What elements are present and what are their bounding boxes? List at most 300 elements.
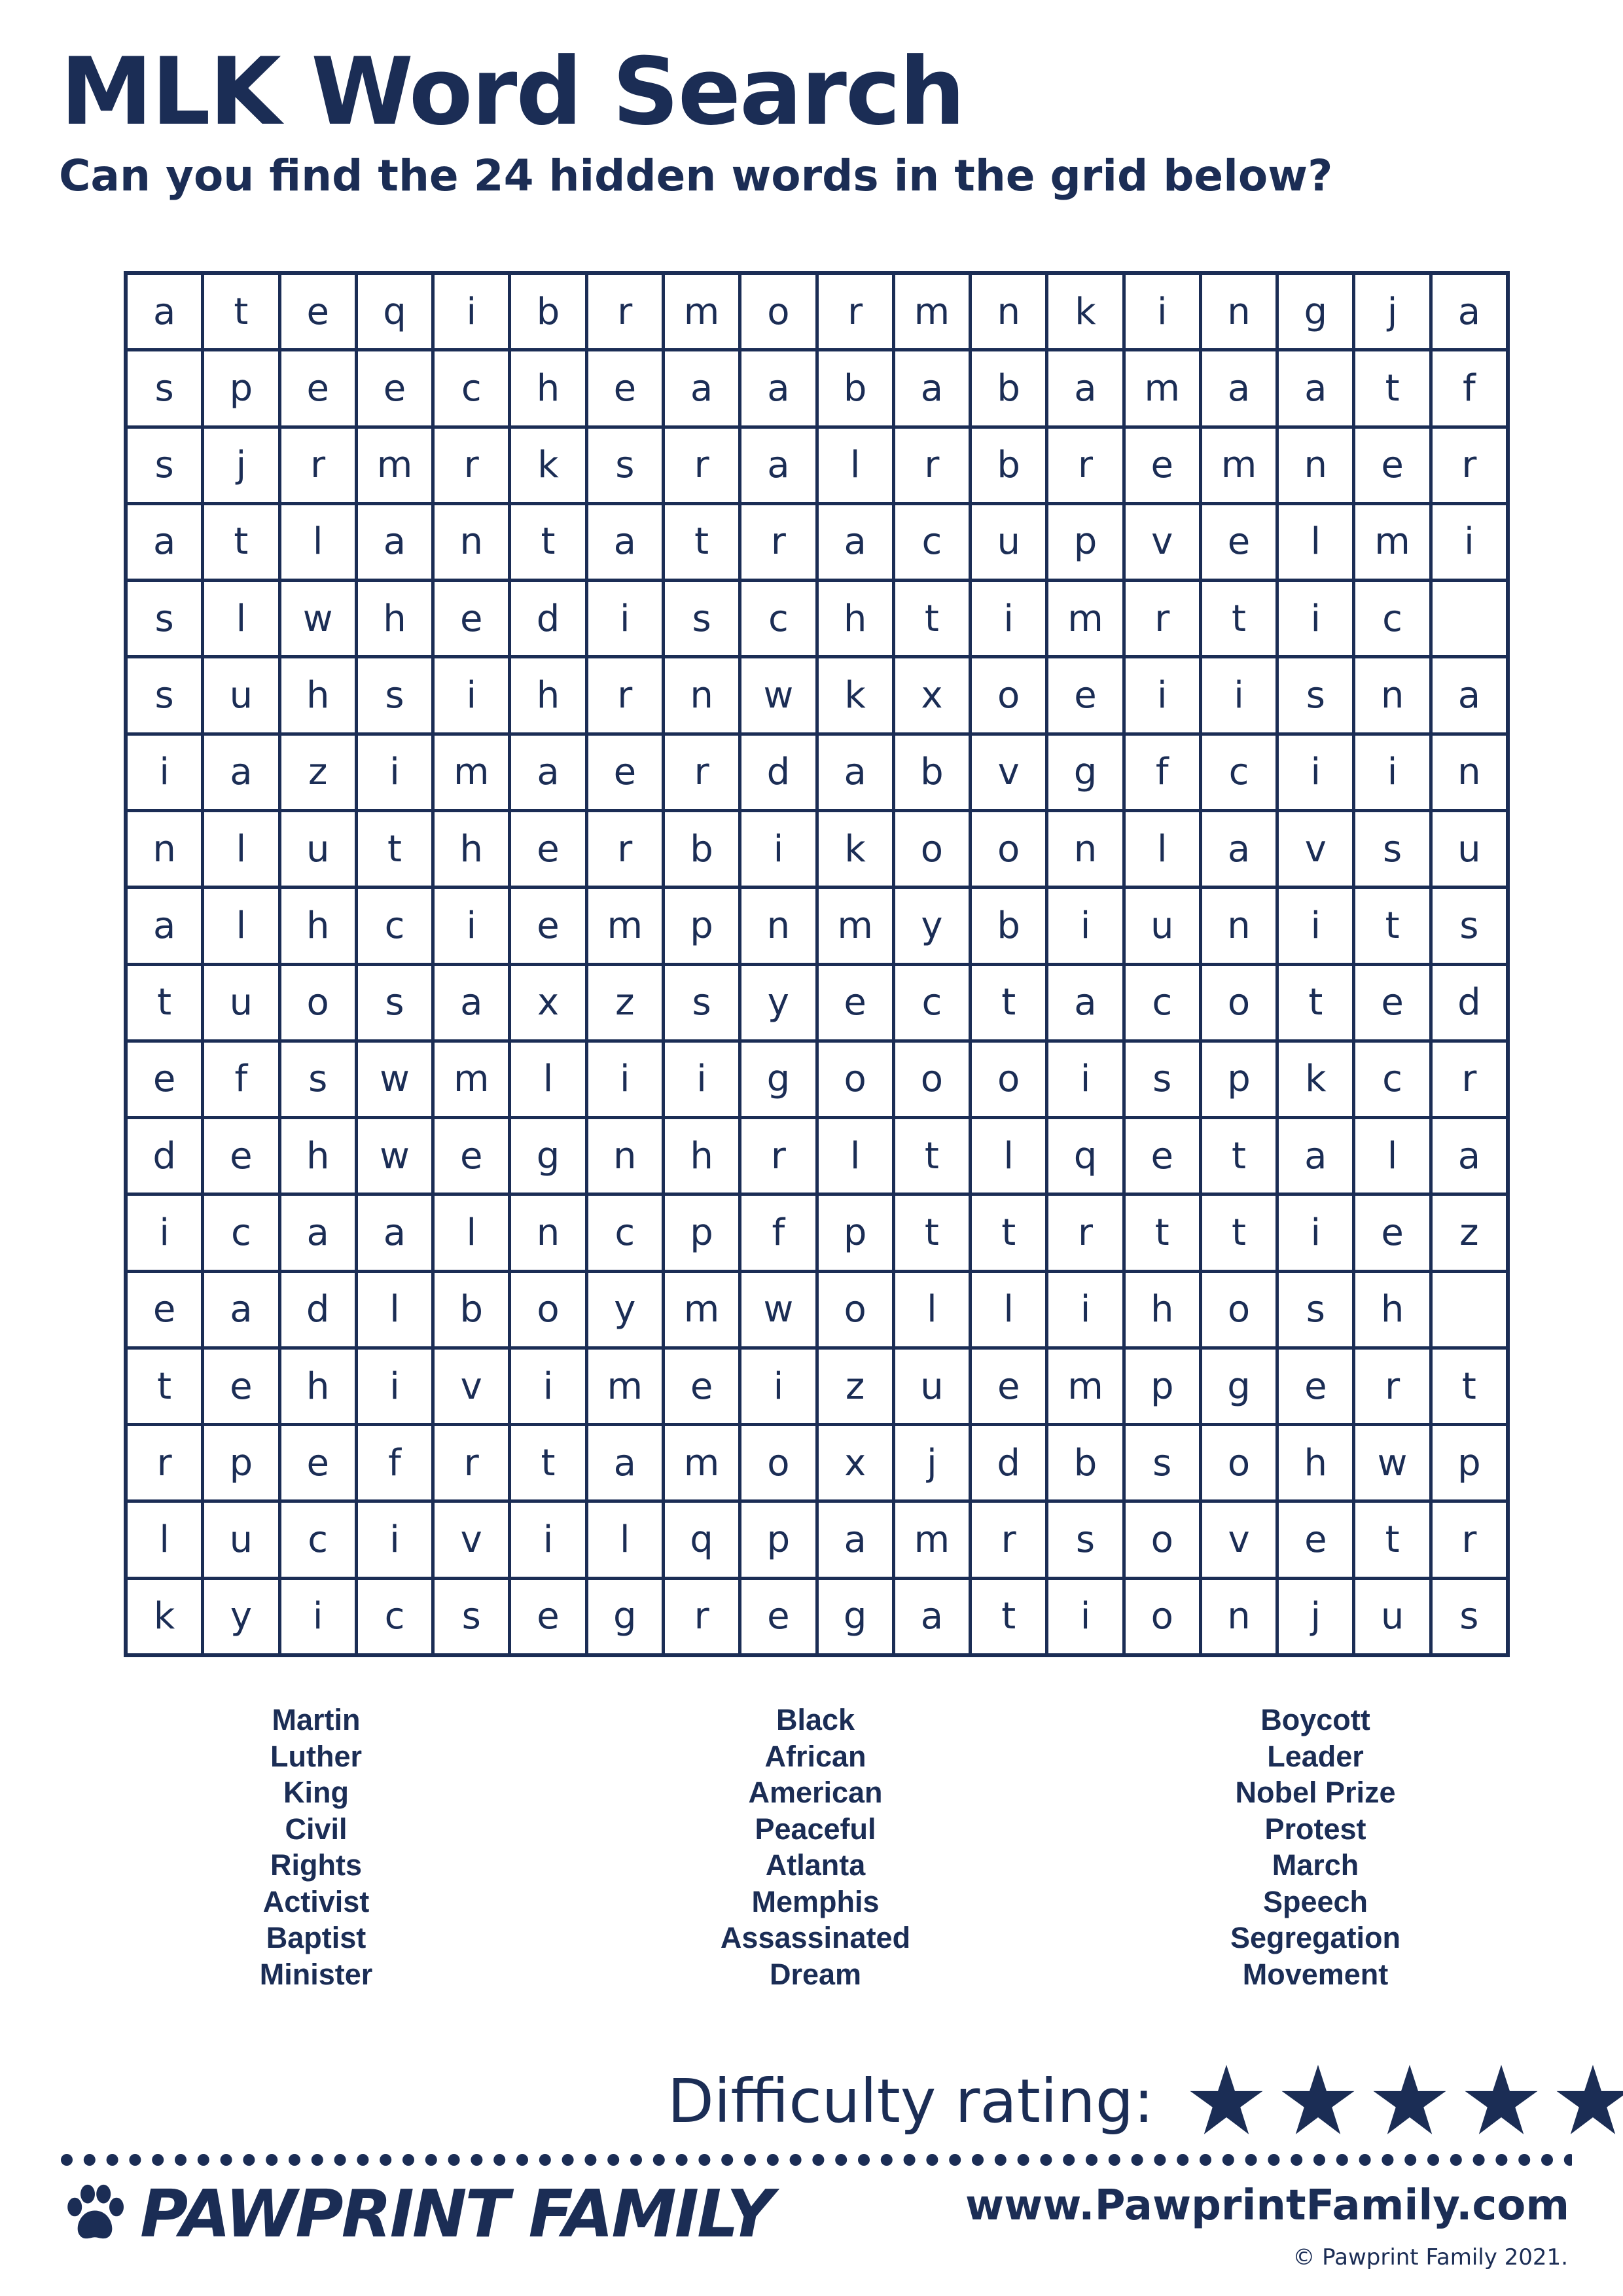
grid-cell: a: [665, 351, 738, 425]
grid-cell: u: [895, 1350, 969, 1423]
grid-cell: a: [1433, 1119, 1506, 1193]
grid-cell: e: [1126, 429, 1199, 502]
grid-cell: m: [588, 1350, 662, 1423]
grid-cell: r: [895, 429, 969, 502]
word-list-item: Dream: [769, 1957, 862, 1991]
grid-cell: e: [511, 1580, 584, 1653]
grid-cell: v: [435, 1350, 508, 1423]
grid-cell: c: [358, 1580, 431, 1653]
grid-cell: u: [972, 505, 1045, 579]
difficulty-rating: [668, 2062, 1623, 2142]
grid-cell: m: [1126, 351, 1199, 425]
grid-cell: i: [1355, 736, 1429, 809]
grid-cell: s: [128, 351, 201, 425]
grid-cell: i: [511, 1503, 584, 1576]
grid-cell: h: [665, 1119, 738, 1193]
grid-cell: l: [1355, 1119, 1429, 1193]
grid-cell: h: [281, 889, 355, 962]
star-icon: [1554, 2062, 1623, 2139]
grid-cell: d: [972, 1426, 1045, 1499]
grid-cell: r: [588, 812, 662, 886]
grid-cell: e: [819, 966, 892, 1039]
grid-cell: c: [281, 1503, 355, 1576]
star-icon: [1279, 2062, 1357, 2139]
grid-cell: t: [1433, 1350, 1506, 1423]
grid-cell: m: [588, 889, 662, 962]
word-list-item: Speech: [1262, 1884, 1368, 1918]
grid-cell: r: [1355, 1350, 1429, 1423]
grid-cell: b: [972, 351, 1045, 425]
copyright-notice: © Pawprint Family 2021.: [1293, 2244, 1568, 2270]
grid-cell: l: [1279, 505, 1352, 579]
grid-cell: s: [1433, 889, 1506, 962]
grid-cell: n: [1048, 812, 1122, 886]
grid-cell: c: [1355, 1043, 1429, 1116]
grid-cell: t: [972, 1580, 1045, 1653]
grid-cell: b: [972, 889, 1045, 962]
grid-cell: l: [358, 1273, 431, 1346]
grid-cell: c: [435, 351, 508, 425]
grid-cell: i: [1048, 1043, 1122, 1116]
grid-cell: f: [741, 1196, 815, 1269]
grid-cell: a: [1202, 351, 1275, 425]
grid-cell: p: [1048, 505, 1122, 579]
difficulty-stars: [1173, 2062, 1623, 2142]
grid-cell: m: [1202, 429, 1275, 502]
grid-cell: g: [588, 1580, 662, 1653]
word-list-item: Martin: [272, 1703, 361, 1736]
grid-cell: f: [1433, 351, 1506, 425]
grid-cell: a: [128, 505, 201, 579]
grid-cell: s: [281, 1043, 355, 1116]
grid-cell: i: [1202, 658, 1275, 732]
grid-cell: e: [511, 812, 584, 886]
grid-cell: s: [128, 658, 201, 732]
word-list-item: Assassinated: [720, 1921, 911, 1954]
grid-cell: e: [1279, 1503, 1352, 1576]
grid-cell: i: [1048, 1580, 1122, 1653]
grid-cell: c: [1355, 582, 1429, 655]
grid-cell: t: [1355, 889, 1429, 962]
paw-icon: [59, 2178, 131, 2250]
grid-cell: t: [1202, 582, 1275, 655]
grid-cell: h: [1279, 1426, 1352, 1499]
grid-cell: m: [1048, 582, 1122, 655]
grid-cell: a: [128, 889, 201, 962]
grid-cell: a: [358, 505, 431, 579]
grid-cell: t: [895, 1196, 969, 1269]
star-icon: [1371, 2062, 1448, 2139]
grid-cell: t: [128, 966, 201, 1039]
grid-cell: g: [1279, 275, 1352, 348]
grid-cell: l: [819, 429, 892, 502]
grid-cell: h: [511, 658, 584, 732]
word-list-item: Baptist: [266, 1921, 366, 1954]
grid-cell: b: [435, 1273, 508, 1346]
grid-cell: c: [204, 1196, 277, 1269]
grid-cell: i: [972, 582, 1045, 655]
grid-cell: s: [128, 582, 201, 655]
grid-cell: a: [588, 505, 662, 579]
grid-cell: k: [1048, 275, 1122, 348]
grid-cell: d: [128, 1119, 201, 1193]
grid-cell: t: [511, 505, 584, 579]
grid-cell: f: [1126, 736, 1199, 809]
grid-cell: g: [1048, 736, 1122, 809]
grid-cell: s: [358, 966, 431, 1039]
grid-cell: u: [204, 1503, 277, 1576]
grid-cell: t: [1279, 966, 1352, 1039]
grid-cell: l: [204, 582, 277, 655]
grid-cell: i: [1279, 582, 1352, 655]
grid-cell: n: [1279, 429, 1352, 502]
grid-cell: j: [1355, 275, 1429, 348]
grid-cell: n: [741, 889, 815, 962]
grid-cell: i: [1126, 658, 1199, 732]
grid-cell: o: [741, 275, 815, 348]
difficulty-label: Difficulty rating:: [668, 2066, 1154, 2136]
grid-cell: m: [1355, 505, 1429, 579]
word-list-item: Atlanta: [765, 1848, 866, 1882]
grid-cell: l: [204, 812, 277, 886]
grid-cell: i: [665, 1043, 738, 1116]
grid-cell: h: [1126, 1273, 1199, 1346]
grid-cell: a: [511, 736, 584, 809]
grid-cell: c: [1126, 966, 1199, 1039]
grid-cell: b: [895, 736, 969, 809]
grid-cell: c: [358, 889, 431, 962]
page-title: MLK Word Search: [60, 38, 965, 146]
grid-cell: t: [128, 1350, 201, 1423]
brand-logo: [59, 2178, 772, 2250]
grid-cell: r: [972, 1503, 1045, 1576]
grid-cell: o: [741, 1426, 815, 1499]
grid-cell: t: [1202, 1196, 1275, 1269]
grid-cell: a: [741, 429, 815, 502]
grid-cell: o: [281, 966, 355, 1039]
grid-cell: o: [895, 1043, 969, 1116]
word-list-column-3: [1152, 1702, 1479, 1992]
grid-cell: d: [281, 1273, 355, 1346]
grid-cell: s: [435, 1580, 508, 1653]
grid-cell: i: [741, 1350, 815, 1423]
grid-cell: s: [665, 966, 738, 1039]
grid-cell: t: [204, 275, 277, 348]
grid-cell: p: [1202, 1043, 1275, 1116]
grid-cell: w: [281, 582, 355, 655]
grid-cell: o: [819, 1273, 892, 1346]
grid-cell: k: [1279, 1043, 1352, 1116]
grid-cell: i: [1048, 889, 1122, 962]
word-list-item: Boycott: [1260, 1703, 1370, 1736]
grid-cell: z: [281, 736, 355, 809]
word-list-item: African: [764, 1739, 866, 1773]
grid-cell: s: [1433, 1580, 1506, 1653]
grid-cell: s: [1126, 1043, 1199, 1116]
grid-cell: u: [204, 966, 277, 1039]
grid-cell: l: [588, 1503, 662, 1576]
word-list-item: American: [748, 1776, 883, 1809]
grid-cell: u: [1433, 812, 1506, 886]
grid-cell: r: [1433, 429, 1506, 502]
grid-cell: s: [128, 429, 201, 502]
grid-cell: i: [511, 1350, 584, 1423]
grid-cell: c: [588, 1196, 662, 1269]
grid-cell: r: [1126, 582, 1199, 655]
grid-cell: b: [1048, 1426, 1122, 1499]
grid-cell: l: [128, 1503, 201, 1576]
word-list-item: Peaceful: [755, 1812, 876, 1846]
grid-cell: i: [1048, 1273, 1122, 1346]
grid-cell: o: [972, 658, 1045, 732]
grid-cell: t: [511, 1426, 584, 1499]
grid-cell: m: [1048, 1350, 1122, 1423]
grid-cell: l: [1126, 812, 1199, 886]
grid-cell: l: [281, 505, 355, 579]
grid-cell: b: [665, 812, 738, 886]
word-list-item: Rights: [270, 1848, 362, 1882]
grid-cell: h: [819, 582, 892, 655]
grid-cell: l: [511, 1043, 584, 1116]
grid-cell: v: [972, 736, 1045, 809]
grid-cell: r: [588, 275, 662, 348]
grid-cell: q: [665, 1503, 738, 1576]
grid-cell: c: [1202, 736, 1275, 809]
grid-cell: t: [1202, 1119, 1275, 1193]
grid-cell: f: [204, 1043, 277, 1116]
grid-cell: k: [819, 658, 892, 732]
grid-cell: p: [204, 1426, 277, 1499]
grid-cell: i: [128, 1196, 201, 1269]
grid-cell: o: [819, 1043, 892, 1116]
grid-cell: c: [895, 966, 969, 1039]
grid-cell: a: [1202, 812, 1275, 886]
grid-cell: a: [358, 1196, 431, 1269]
word-list-item: Civil: [285, 1812, 348, 1846]
grid-cell: w: [1355, 1426, 1429, 1499]
grid-cell: i: [588, 1043, 662, 1116]
grid-cell: a: [819, 1503, 892, 1576]
grid-cell: k: [128, 1580, 201, 1653]
grid-cell: h: [358, 582, 431, 655]
grid-cell: g: [741, 1043, 815, 1116]
grid-cell: j: [204, 429, 277, 502]
word-list-item: Minister: [259, 1957, 373, 1991]
grid-cell: v: [1126, 505, 1199, 579]
brand-name: PAWPRINT FAMILY: [140, 2176, 772, 2252]
word-list-item: March: [1272, 1848, 1359, 1882]
grid-cell: m: [665, 1426, 738, 1499]
grid-cell: t: [895, 1119, 969, 1193]
grid-cell: a: [281, 1196, 355, 1269]
grid-cell: p: [665, 1196, 738, 1269]
grid-cell: r: [588, 658, 662, 732]
grid-cell: g: [819, 1580, 892, 1653]
grid-cell: h: [281, 1350, 355, 1423]
grid-cell: p: [665, 889, 738, 962]
grid-cell: n: [1355, 658, 1429, 732]
grid-cell: a: [1279, 1119, 1352, 1193]
grid-cell: e: [511, 889, 584, 962]
grid-cell: l: [204, 889, 277, 962]
dotted-divider: [60, 2153, 1572, 2166]
grid-cell: a: [819, 736, 892, 809]
grid-cell: m: [895, 275, 969, 348]
grid-cell: r: [665, 1580, 738, 1653]
grid-cell: i: [128, 736, 201, 809]
grid-cell: m: [435, 1043, 508, 1116]
grid-cell: e: [1048, 658, 1122, 732]
word-list-item: Black: [776, 1703, 855, 1736]
word-list-column-1: [152, 1702, 480, 1992]
grid-cell: i: [1279, 736, 1352, 809]
grid-cell: d: [1433, 966, 1506, 1039]
grid-cell: t: [895, 582, 969, 655]
grid-cell: p: [1126, 1350, 1199, 1423]
grid-cell: l: [972, 1273, 1045, 1346]
grid-cell: l: [819, 1119, 892, 1193]
grid-cell: t: [204, 505, 277, 579]
grid-cell: h: [511, 351, 584, 425]
grid-cell: s: [358, 658, 431, 732]
grid-cell: q: [358, 275, 431, 348]
grid-cell: r: [665, 429, 738, 502]
word-list-item: Nobel Prize: [1235, 1776, 1396, 1809]
grid-cell: w: [358, 1043, 431, 1116]
grid-cell: e: [435, 582, 508, 655]
grid-cell: p: [741, 1503, 815, 1576]
grid-cell: o: [972, 812, 1045, 886]
grid-cell: s: [665, 582, 738, 655]
grid-cell: m: [819, 889, 892, 962]
grid-cell: i: [435, 658, 508, 732]
grid-cell: t: [972, 966, 1045, 1039]
grid-cell: e: [741, 1580, 815, 1653]
grid-cell: e: [1355, 429, 1429, 502]
grid-cell: p: [819, 1196, 892, 1269]
grid-cell: s: [1126, 1426, 1199, 1499]
grid-cell: e: [588, 351, 662, 425]
grid-cell: a: [1433, 275, 1506, 348]
grid-cell: x: [895, 658, 969, 732]
grid-cell: [1433, 582, 1506, 655]
grid-cell: e: [972, 1350, 1045, 1423]
grid-cell: n: [1202, 275, 1275, 348]
grid-cell: r: [1048, 429, 1122, 502]
word-list-column-2: [652, 1702, 979, 1992]
grid-cell: x: [511, 966, 584, 1039]
grid-cell: e: [128, 1043, 201, 1116]
grid-cell: a: [1433, 658, 1506, 732]
word-list-item: Memphis: [751, 1884, 880, 1918]
grid-cell: i: [358, 1503, 431, 1576]
grid-cell: g: [1202, 1350, 1275, 1423]
grid-cell: i: [1433, 505, 1506, 579]
grid-cell: t: [665, 505, 738, 579]
grid-cell: s: [1279, 658, 1352, 732]
grid-cell: r: [1433, 1503, 1506, 1576]
grid-cell: y: [741, 966, 815, 1039]
grid-cell: n: [511, 1196, 584, 1269]
grid-cell: k: [511, 429, 584, 502]
grid-cell: i: [435, 889, 508, 962]
grid-cell: m: [435, 736, 508, 809]
grid-cell: d: [741, 736, 815, 809]
grid-cell: t: [1355, 351, 1429, 425]
grid-cell: v: [1202, 1503, 1275, 1576]
grid-cell: a: [741, 351, 815, 425]
website-link[interactable]: www.PawprintFamily.com: [965, 2181, 1569, 2230]
grid-cell: [1433, 1273, 1506, 1346]
grid-cell: d: [511, 582, 584, 655]
grid-cell: a: [895, 1580, 969, 1653]
word-list-item: King: [283, 1776, 349, 1809]
grid-cell: r: [741, 505, 815, 579]
grid-cell: r: [435, 429, 508, 502]
grid-cell: a: [1279, 351, 1352, 425]
grid-cell: i: [1279, 1196, 1352, 1269]
grid-cell: p: [204, 351, 277, 425]
page-subtitle: Can you find the 24 hidden words in the grid below?: [59, 151, 1333, 201]
word-list-item: Segregation: [1230, 1921, 1401, 1954]
grid-cell: h: [1355, 1273, 1429, 1346]
grid-cell: w: [741, 658, 815, 732]
grid-cell: a: [895, 351, 969, 425]
grid-cell: v: [1279, 812, 1352, 886]
grid-cell: y: [204, 1580, 277, 1653]
grid-cell: g: [511, 1119, 584, 1193]
grid-cell: o: [1202, 966, 1275, 1039]
grid-cell: r: [1433, 1043, 1506, 1116]
grid-cell: n: [1433, 736, 1506, 809]
grid-cell: f: [358, 1426, 431, 1499]
grid-cell: a: [128, 275, 201, 348]
grid-cell: a: [588, 1426, 662, 1499]
grid-cell: e: [1355, 1196, 1429, 1269]
grid-cell: e: [204, 1350, 277, 1423]
grid-cell: o: [972, 1043, 1045, 1116]
word-list-item: Protest: [1264, 1812, 1366, 1846]
grid-cell: z: [819, 1350, 892, 1423]
grid-cell: e: [1202, 505, 1275, 579]
grid-cell: t: [1355, 1503, 1429, 1576]
grid-cell: e: [281, 351, 355, 425]
grid-cell: q: [1048, 1119, 1122, 1193]
word-list-item: Activist: [262, 1884, 370, 1918]
grid-cell: x: [819, 1426, 892, 1499]
grid-cell: j: [895, 1426, 969, 1499]
grid-cell: n: [128, 812, 201, 886]
grid-cell: r: [128, 1426, 201, 1499]
grid-cell: h: [281, 658, 355, 732]
grid-cell: w: [358, 1119, 431, 1193]
grid-cell: o: [1126, 1503, 1199, 1576]
grid-cell: e: [588, 736, 662, 809]
grid-cell: e: [358, 351, 431, 425]
grid-cell: s: [1048, 1503, 1122, 1576]
grid-cell: u: [1126, 889, 1199, 962]
grid-cell: u: [281, 812, 355, 886]
grid-cell: h: [435, 812, 508, 886]
grid-cell: e: [1355, 966, 1429, 1039]
grid-cell: r: [1048, 1196, 1122, 1269]
grid-cell: s: [1355, 812, 1429, 886]
grid-cell: l: [895, 1273, 969, 1346]
grid-cell: h: [281, 1119, 355, 1193]
grid-cell: v: [435, 1503, 508, 1576]
word-list-item: Leader: [1267, 1739, 1364, 1773]
grid-cell: k: [819, 812, 892, 886]
